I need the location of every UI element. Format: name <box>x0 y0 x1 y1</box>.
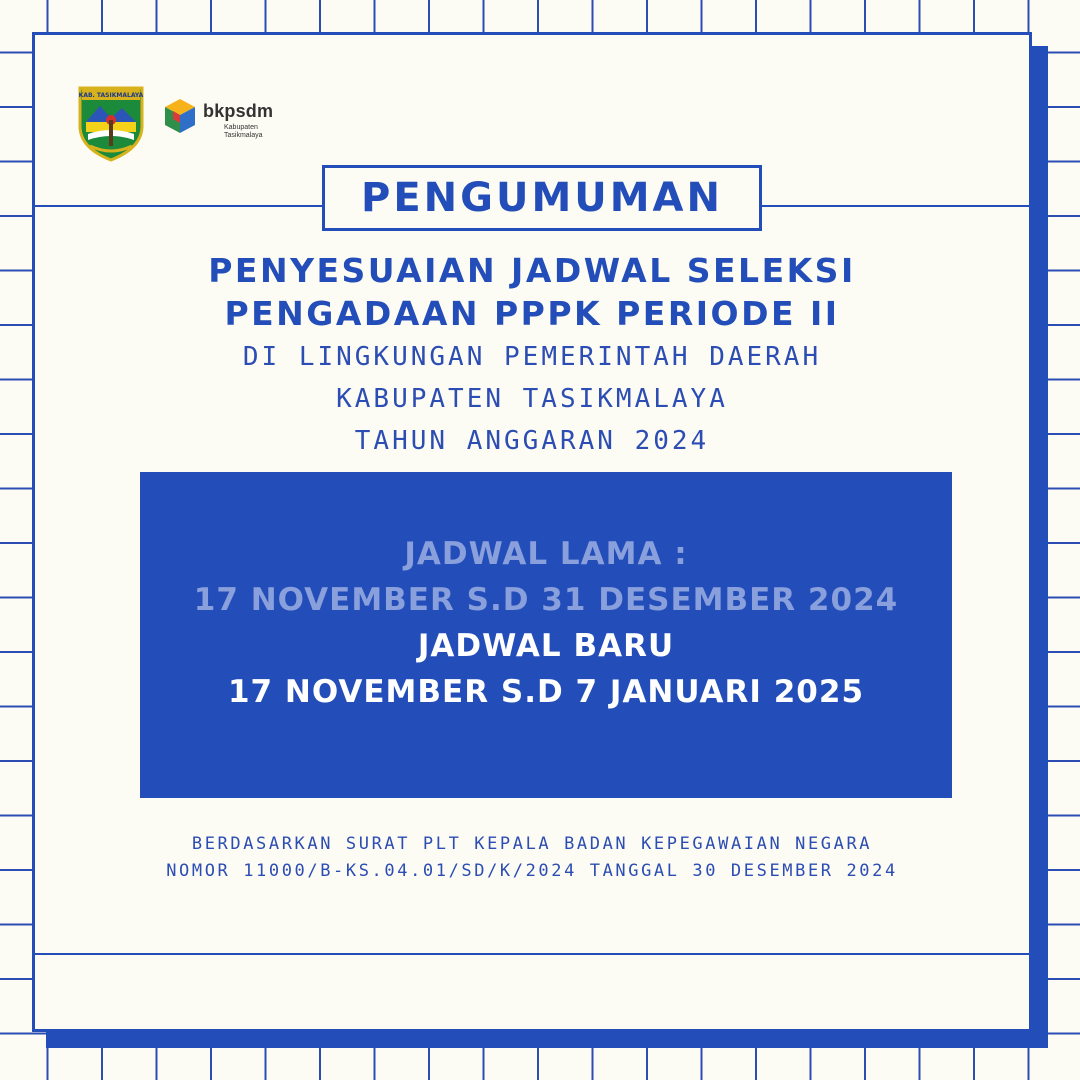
announcement-card <box>32 32 1032 1032</box>
bottom-divider <box>35 953 1029 955</box>
bkpsdm-sub-line2: Tasikmalaya <box>224 132 263 139</box>
seal-caption: KAB. TASIKMALAYA <box>78 92 144 99</box>
bkpsdm-name: bkpsdm <box>203 101 274 121</box>
bkpsdm-cube-icon <box>163 97 197 137</box>
bkpsdm-subtitle <box>224 124 284 140</box>
announcement-heading: PENGUMUMAN <box>322 165 762 231</box>
subtitle-line-1: DI LINGKUNGAN PEMERINTAH DAERAH <box>242 342 822 372</box>
bkpsdm-logo <box>163 97 323 147</box>
new-schedule-dates: 17 NOVEMBER S.D 7 JANUARI 2025 <box>227 674 865 710</box>
subtitle-line-2: KABUPATEN TASIKMALAYA <box>336 384 728 414</box>
new-schedule-label: JADWAL BARU <box>417 628 675 664</box>
tasikmalaya-seal-logo <box>76 82 146 162</box>
title-line-1: PENYESUAIAN JADWAL SELEKSI <box>208 251 856 290</box>
footer-line-2: NOMOR 11000/B-KS.04.01/SD/K/2024 TANGGAL 30 DESEMBER 2024 <box>166 861 898 881</box>
subtitle-line-3: TAHUN ANGGARAN 2024 <box>354 426 710 456</box>
old-schedule-dates: 17 NOVEMBER S.D 31 DESEMBER 2024 <box>193 582 899 618</box>
footer-line-1: BERDASARKAN SURAT PLT KEPALA BADAN KEPEGAWAIAN NEGARA <box>191 834 873 854</box>
bkpsdm-sub-line1: Kabupaten <box>224 124 258 131</box>
old-schedule-label: JADWAL LAMA : <box>404 536 688 572</box>
title-line-2: PENGADAAN PPPK PERIODE II <box>224 294 840 333</box>
schedule-box <box>140 472 952 798</box>
